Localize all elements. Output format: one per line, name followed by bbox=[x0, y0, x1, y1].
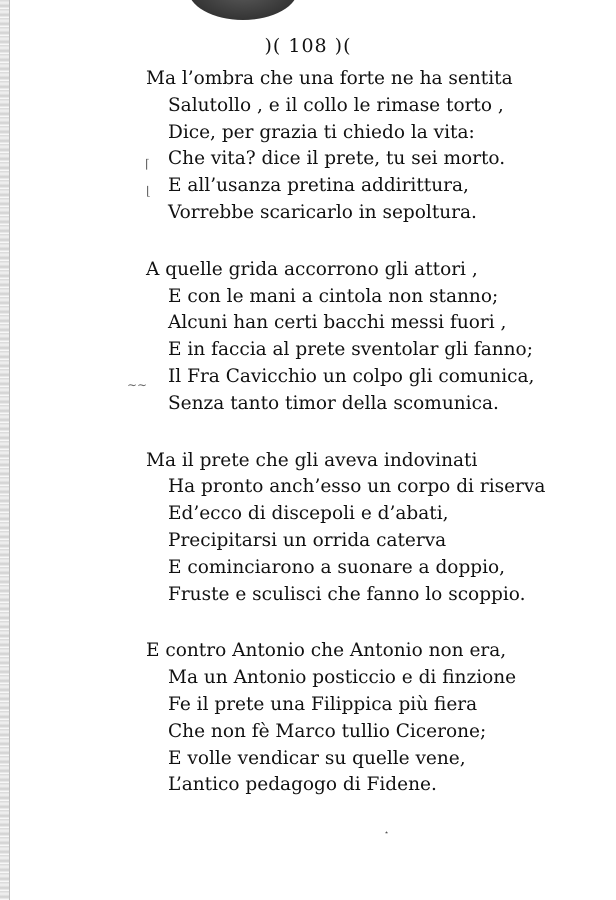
verse-line: Ma l’ombra che una forte ne ha sentita bbox=[146, 68, 513, 89]
poem-text bbox=[146, 66, 586, 829]
margin-pencil-mark: ⌈ bbox=[145, 157, 150, 171]
stanza-3 bbox=[146, 448, 586, 609]
page-number: )( 108 )( bbox=[264, 35, 352, 57]
stanza-2 bbox=[146, 257, 586, 418]
stanza-1 bbox=[146, 66, 586, 227]
verse-line: Dice, per grazia ti chiedo la vita: bbox=[168, 121, 475, 143]
verse-line: L’antico pedagogo di Fidene. bbox=[168, 774, 437, 796]
verse-line: E contro Antonio che Antonio non era, bbox=[146, 640, 507, 662]
verse-line: Ma il prete che gli aveva indovinati bbox=[146, 449, 478, 471]
margin-pencil-mark: ⌊ bbox=[146, 184, 151, 198]
verse-line: A quelle grida accorrono gli attori , bbox=[146, 258, 478, 280]
stanza-4 bbox=[146, 638, 586, 799]
verse-line: Fruste e sculisci che fanno lo scoppio. bbox=[168, 583, 526, 605]
margin-pencil-dash: ∼∼ bbox=[127, 378, 148, 392]
verse-line: Alcuni han certi bacchi messi fuori , bbox=[168, 312, 507, 334]
page-binding-edge bbox=[0, 0, 10, 900]
binding-ornament bbox=[188, 0, 298, 20]
verse-line: Senza tanto timor della scomunica. bbox=[168, 392, 499, 414]
verse-line: Che non fè Marco tullio Cicerone; bbox=[168, 720, 487, 742]
verse-line: Vorrebbe scaricarlo in sepoltura. bbox=[168, 201, 477, 223]
verse-line: E con le mani a cintola non stanno; bbox=[168, 285, 499, 307]
verse-line: E all’usanza pretina addirittura, bbox=[168, 175, 469, 197]
verse-line: Ed’ecco di discepoli e d’abati, bbox=[168, 503, 449, 525]
verse-line: Che vita? dice il prete, tu sei morto. bbox=[168, 148, 506, 170]
verse-line: E volle vendicar su quelle vene, bbox=[168, 747, 466, 769]
verse-line: E cominciarono a suonare a doppio, bbox=[168, 556, 506, 578]
verse-line: Ma un Antonio posticcio e di finzione bbox=[168, 667, 517, 689]
verse-line: E in faccia al prete sventolar gli fanno; bbox=[168, 339, 533, 361]
verse-line: Precipitarsi un orrida caterva bbox=[168, 529, 447, 551]
verse-line: Ha pronto anch’esso un corpo di riserva bbox=[168, 476, 546, 498]
verse-line: Salutollo , e il collo le rimase torto , bbox=[168, 94, 504, 116]
ink-speck: ⋆ bbox=[384, 828, 390, 837]
verse-line: Fe il prete una Filippica più fiera bbox=[168, 693, 478, 715]
verse-line: Il Fra Cavicchio un colpo gli comunica, bbox=[168, 365, 535, 387]
